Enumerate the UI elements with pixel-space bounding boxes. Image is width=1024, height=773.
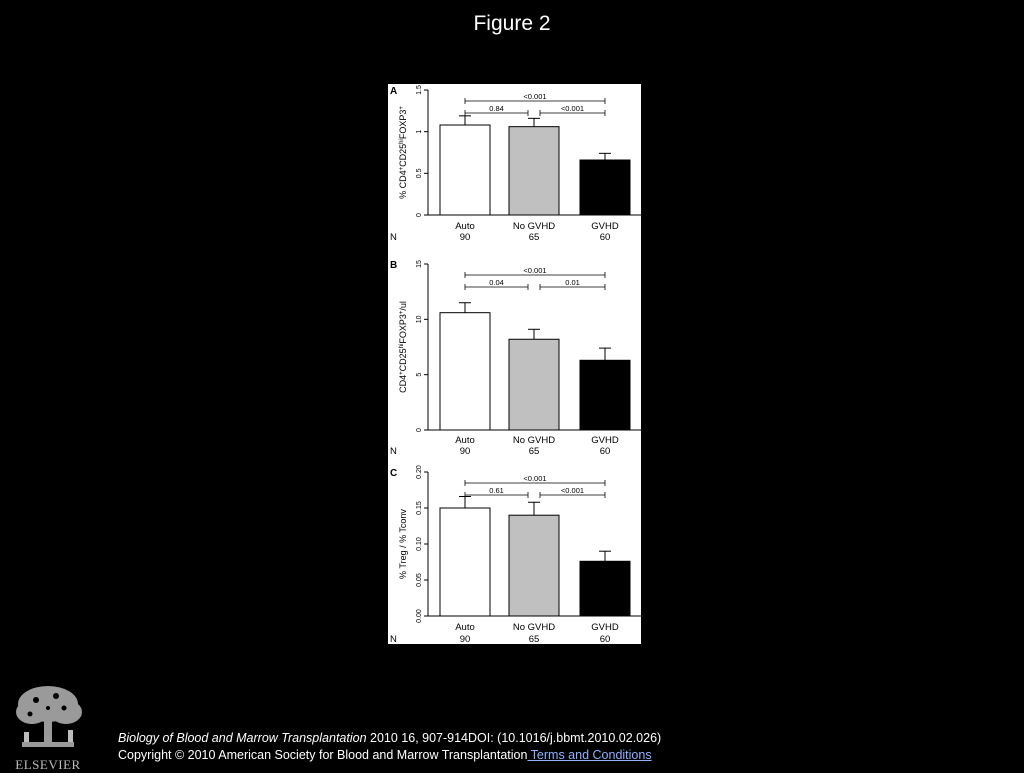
p-value-label: 0.04 <box>489 278 504 287</box>
bar-charts-figure <box>388 84 641 644</box>
category-label: No GVHD <box>512 221 556 232</box>
bar <box>580 561 630 616</box>
n-label: N <box>390 446 397 457</box>
bar <box>509 515 559 616</box>
category-label: No GVHD <box>512 435 556 446</box>
y-tick-label: 0.05 <box>416 573 423 587</box>
chart-panel-a <box>390 85 641 243</box>
bar <box>440 313 490 430</box>
y-tick-label: 15 <box>416 260 423 268</box>
figure-panel <box>388 84 641 644</box>
y-tick-label: 0.10 <box>416 537 423 551</box>
y-tick-label: 0 <box>416 213 423 217</box>
y-tick-label: 1.5 <box>416 85 423 95</box>
p-value-label: <0.001 <box>523 474 547 483</box>
p-value-label: 0.84 <box>489 104 504 113</box>
bar <box>509 127 559 215</box>
category-label: Auto <box>455 221 475 232</box>
bar <box>580 160 630 215</box>
n-value: 90 <box>459 634 471 644</box>
slide-title: Figure 2 <box>473 12 551 35</box>
p-value-label: <0.001 <box>560 486 585 495</box>
n-label: N <box>390 232 397 243</box>
n-value: 60 <box>599 232 611 243</box>
p-value-label: <0.001 <box>523 266 547 275</box>
p-value-label: <0.001 <box>560 104 585 113</box>
p-value-label: <0.001 <box>523 92 547 101</box>
bar <box>440 508 490 616</box>
category-label: No GVHD <box>512 622 556 633</box>
terms-and-conditions-link[interactable]: Terms and Conditions <box>527 748 652 762</box>
elsevier-logo <box>8 680 88 772</box>
bar <box>509 339 559 430</box>
category-label: GVHD <box>591 221 619 232</box>
citation <box>118 731 661 745</box>
category-label: Auto <box>455 622 475 633</box>
y-tick-label: 5 <box>416 372 423 377</box>
y-tick-label: 0 <box>416 428 423 432</box>
bar <box>580 360 630 430</box>
panel-label: C <box>390 468 398 479</box>
n-value: 60 <box>599 446 611 457</box>
panel-label: A <box>390 86 398 97</box>
y-axis-label: % $CD4^+CD25^{hi}FOXP3^+$ <box>398 106 408 199</box>
y-axis-label: % Treg / % Tconv <box>398 509 408 579</box>
elsevier-wordmark: ELSEVIER <box>15 757 81 772</box>
n-value: 65 <box>528 446 540 457</box>
p-value-label: 0.61 <box>489 486 504 495</box>
chart-panel-c <box>390 465 641 644</box>
y-tick-label: 10 <box>416 315 423 324</box>
n-value: 60 <box>599 634 611 644</box>
elsevier-tree-icon <box>8 680 88 754</box>
y-tick-label: 0.20 <box>416 465 423 479</box>
n-value: 65 <box>528 232 540 243</box>
n-value: 90 <box>459 446 471 457</box>
p-value-label: 0.01 <box>565 278 580 287</box>
category-label: Auto <box>455 435 475 446</box>
n-label: N <box>390 634 397 644</box>
copyright-text: Copyright © 2010 American Society for Blood and Marrow Transplantation <box>118 748 528 762</box>
y-tick-label: 0.15 <box>416 501 423 515</box>
journal-name: Biology of Blood and Marrow Transplantation <box>118 731 367 745</box>
chart-panel-b <box>390 260 641 457</box>
n-value: 90 <box>459 232 471 243</box>
y-tick-label: 1 <box>416 129 423 134</box>
citation-details: 2010 16, 907-914DOI: (10.1016/j.bbmt.2010.02.026) <box>366 731 662 745</box>
y-tick-label: 0.5 <box>416 168 423 179</box>
category-label: GVHD <box>591 622 619 633</box>
category-label: GVHD <box>591 435 619 446</box>
y-tick-label: 0.00 <box>416 609 423 623</box>
y-axis-label: $CD4^+CD25^{hi}FOXP3^+/ul$ <box>398 301 408 393</box>
panel-label: B <box>390 260 398 271</box>
bar <box>440 125 490 215</box>
copyright <box>118 748 652 762</box>
n-value: 65 <box>528 634 540 644</box>
